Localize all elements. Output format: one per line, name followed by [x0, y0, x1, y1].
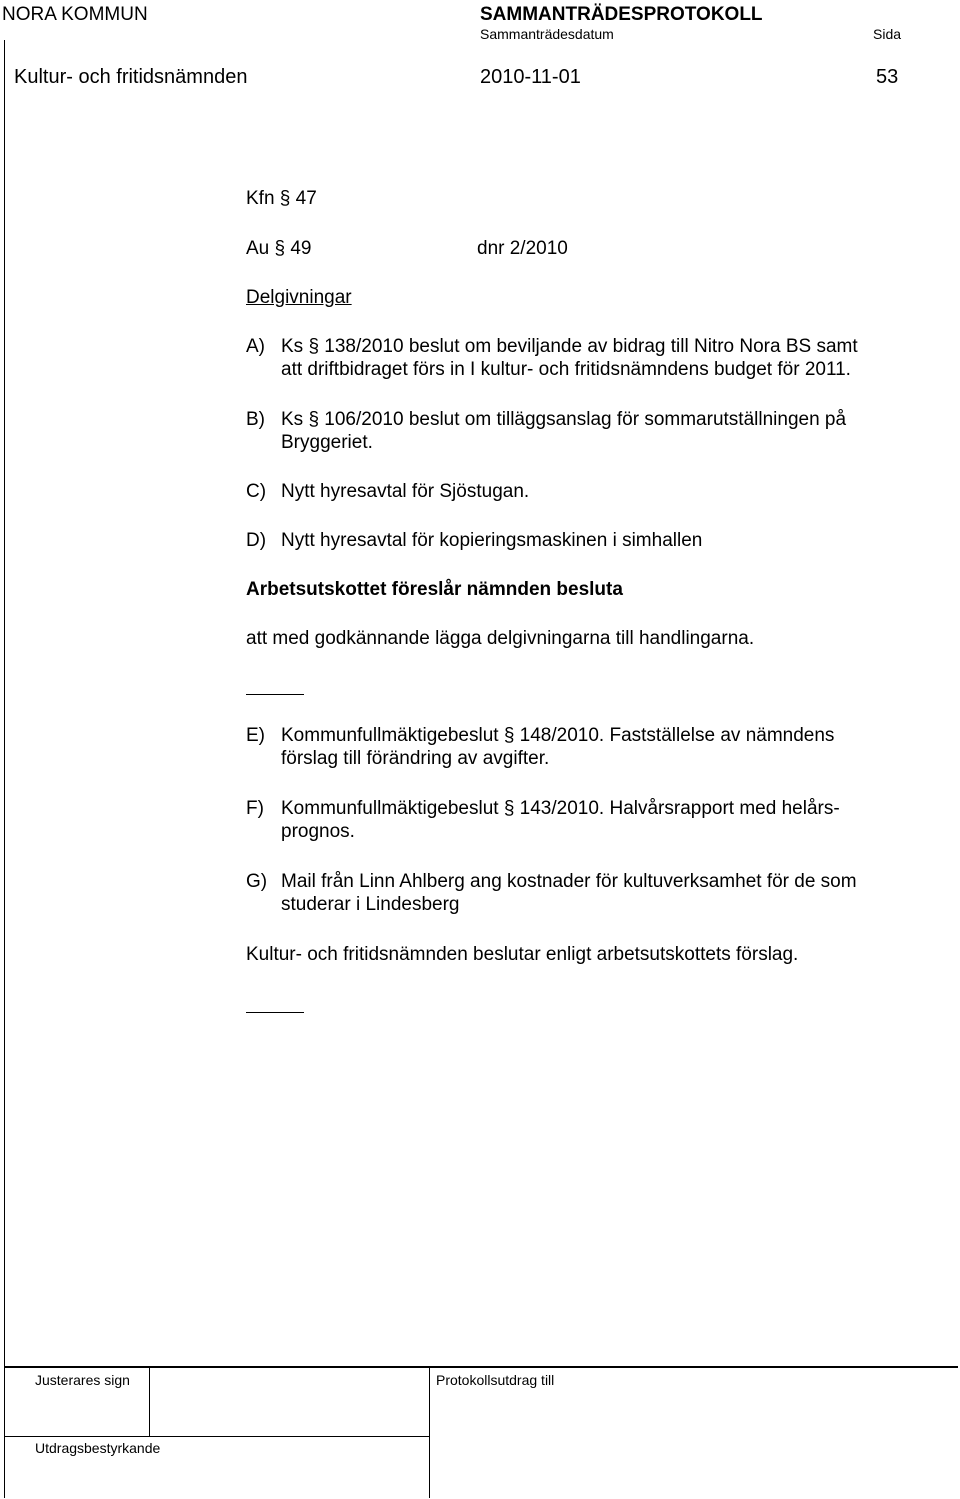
- page-number: 53: [876, 66, 899, 88]
- list-item-label: A): [246, 336, 265, 357]
- separator-line: [246, 694, 304, 695]
- document-title: SAMMANTRÄDESPROTOKOLL: [480, 4, 763, 25]
- footer-top-border: [4, 1366, 958, 1368]
- kfn-paragraph-ref: Kfn § 47: [246, 188, 317, 209]
- list-item-label: C): [246, 481, 267, 502]
- proposal-text: att med godkännande lägga delgivningarna till handlingarna.: [246, 628, 755, 649]
- left-margin-line: [4, 40, 5, 1498]
- list-item-label: G): [246, 871, 268, 892]
- page-label: Sida: [873, 26, 902, 42]
- department-name: Kultur- och fritidsnämnden: [14, 66, 248, 88]
- section-heading: Delgivningar: [246, 287, 352, 308]
- diary-number: dnr 2/2010: [477, 238, 568, 259]
- footer-mid-border: [4, 1436, 430, 1437]
- justerares-sign-label: Justerares sign: [35, 1372, 130, 1388]
- list-item-label: B): [246, 409, 265, 430]
- date-label: Sammanträdesdatum: [480, 26, 614, 42]
- footer-divider-main: [429, 1366, 430, 1498]
- footer-divider-small: [149, 1366, 150, 1436]
- list-item-text: Ks § 106/2010 beslut om tilläggsanslag för sommarutställningen på Bryggeriet.: [281, 409, 847, 453]
- list-item-label: E): [246, 725, 265, 746]
- protokollsutdrag-label: Protokollsutdrag till: [436, 1372, 555, 1388]
- list-item-text: Nytt hyresavtal för Sjöstugan.: [281, 481, 530, 502]
- utdragsbestyrkande-label: Utdragsbestyrkande: [35, 1440, 161, 1456]
- list-item-text: Kommunfullmäktigebeslut § 148/2010. Fastställelse av nämndens förslag till förändring av avgifter.: [281, 725, 835, 769]
- org-name: NORA KOMMUN: [2, 4, 148, 25]
- list-item-text: Mail från Linn Ahlberg ang kostnader för kultuverksamhet för de som studerar i Lindesberg: [281, 871, 857, 915]
- list-item-label: D): [246, 530, 267, 551]
- meeting-date: 2010-11-01: [480, 66, 581, 88]
- list-item-text: Ks § 138/2010 beslut om beviljande av bidrag till Nitro Nora BS samt att driftbidraget förs in I kultur- och fritidsnämndens budget för 2011.: [281, 336, 858, 380]
- separator-line: [246, 1012, 304, 1013]
- proposal-heading: Arbetsutskottet föreslår nämnden besluta: [246, 579, 623, 600]
- list-item-label: F): [246, 798, 264, 819]
- au-paragraph-ref: Au § 49: [246, 238, 312, 259]
- list-item-text: Nytt hyresavtal för kopieringsmaskinen i simhallen: [281, 530, 703, 551]
- decision-text: Kultur- och fritidsnämnden beslutar enligt arbetsutskottets förslag.: [246, 944, 799, 965]
- list-item-text: Kommunfullmäktigebeslut § 143/2010. Halvårsrapport med helårs- prognos.: [281, 798, 840, 842]
